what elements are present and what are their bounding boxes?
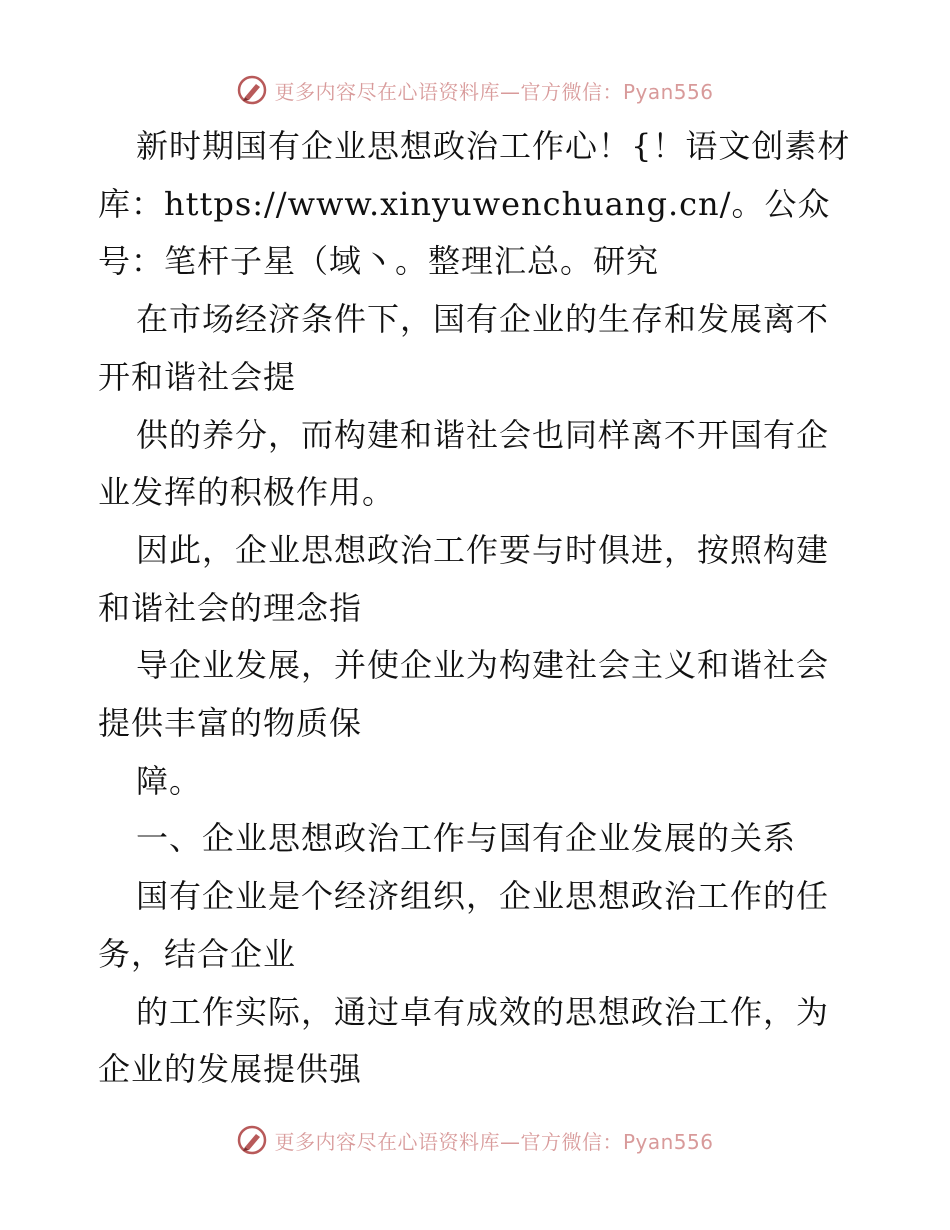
paragraph-title: 新时期国有企业思想政治工作心！{！语文创素材库：https://www.xinyuwenchuang.cn/。公众号：笔杆子星（域丶。整理汇总。研究 (98, 127, 851, 281)
paragraph: 国有企业是个经济组织，企业思想政治工作的任务，结合企业 (98, 877, 830, 973)
paragraph: 导企业发展，并使企业为构建社会主义和谐社会提供丰富的物质保 (98, 646, 830, 743)
paragraph: 的工作实际，通过卓有成效的思想政治工作，为企业的发展提供强 (98, 992, 830, 1089)
paragraph: 在市场经济条件下，国有企业的生存和发展离不开和谐社会提 (98, 300, 830, 396)
paragraph: 因此，企业思想政治工作要与时俱进，按照构建和谐社会的理念指 (98, 530, 830, 627)
watermark-text: 更多内容尽在心语资料库—官方微信：Pyan556 (274, 1129, 714, 1154)
pen-logo-icon (236, 74, 268, 106)
watermark-footer (0, 1120, 950, 1160)
document-body (98, 118, 858, 1099)
watermark-header (0, 70, 950, 110)
section-heading: 一、企业思想政治工作与国有企业发展的关系 (136, 819, 797, 858)
pen-logo-icon (236, 1124, 268, 1156)
watermark-text: 更多内容尽在心语资料库—官方微信：Pyan556 (274, 79, 714, 104)
paragraph: 障。 (136, 761, 203, 800)
paragraph: 供的养分，而构建和谐社会也同样离不开国有企业发挥的积极作用。 (98, 415, 830, 512)
